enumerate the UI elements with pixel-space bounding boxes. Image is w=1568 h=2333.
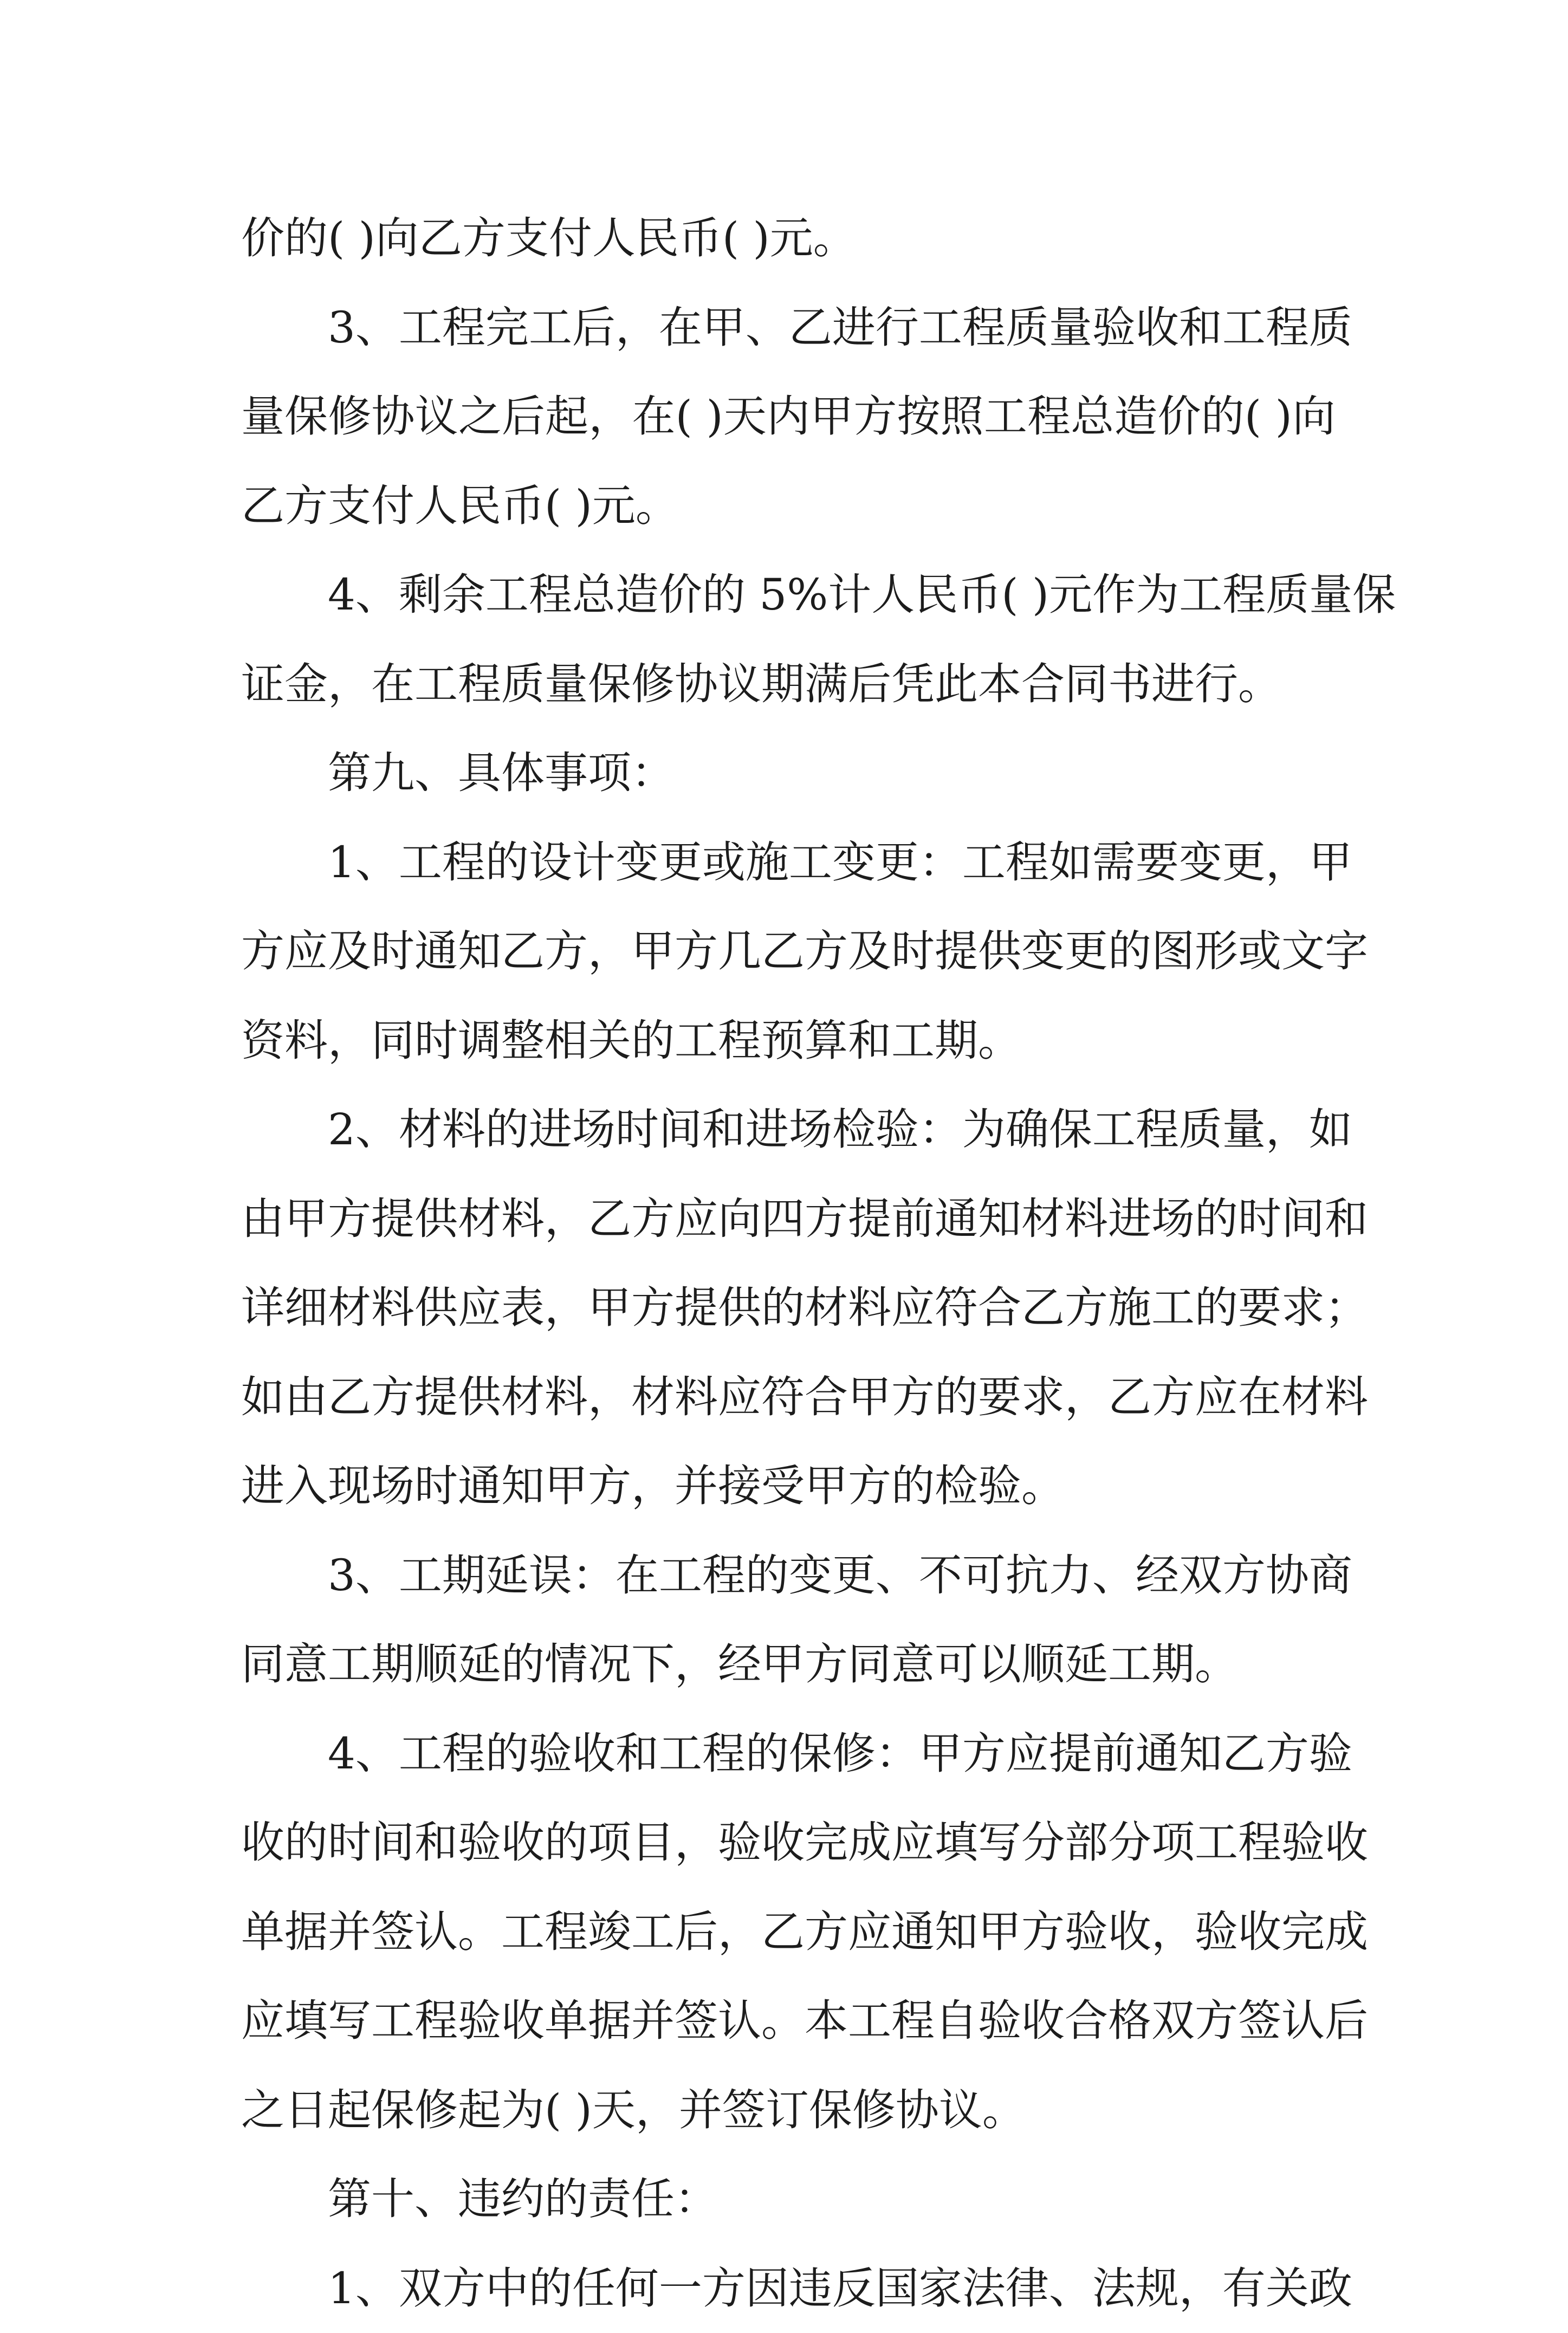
text-line: 证金，在工程质量保修协议期满后凭此本合同书进行。 xyxy=(241,640,1336,729)
text-line: 进入现场时通知甲方，并接受甲方的检验。 xyxy=(241,1442,1336,1531)
text-line: 1、双方中的任何一方因违反国家法律、法规，有关政 xyxy=(241,2244,1336,2333)
text-line: 量保修协议之后起，在( )天内甲方按照工程总造价的( )向 xyxy=(241,372,1336,462)
text-line: 3、工程完工后，在甲、乙进行工程质量验收和工程质 xyxy=(241,283,1336,373)
text-line: 方应及时通知乙方，甲方几乙方及时提供变更的图形或文字 xyxy=(241,907,1336,996)
section-heading: 第九、具体事项： xyxy=(241,729,1336,818)
text-line: 3、工期延误：在工程的变更、不可抗力、经双方协商 xyxy=(241,1531,1336,1621)
text-line: 应填写工程验收单据并签认。本工程自验收合格双方签认后 xyxy=(241,1976,1336,2066)
text-line: 价的( )向乙方支付人民币( )元。 xyxy=(241,194,1336,283)
text-line: 同意工期顺延的情况下，经甲方同意可以顺延工期。 xyxy=(241,1620,1336,1709)
text-line: 1、工程的设计变更或施工变更：工程如需要变更，甲 xyxy=(241,818,1336,908)
text-line: 资料，同时调整相关的工程预算和工期。 xyxy=(241,996,1336,1086)
text-line: 由甲方提供材料，乙方应向四方提前通知材料进场的时间和 xyxy=(241,1175,1336,1264)
text-line: 4、剩余工程总造价的 5%计人民币( )元作为工程质量保 xyxy=(241,550,1336,640)
text-line: 之日起保修起为( )天，并签订保修协议。 xyxy=(241,2066,1336,2155)
section-heading: 第十、违约的责任： xyxy=(241,2155,1336,2244)
text-line: 如由乙方提供材料，材料应符合甲方的要求，乙方应在材料 xyxy=(241,1353,1336,1442)
text-line: 单据并签认。工程竣工后，乙方应通知甲方验收，验收完成 xyxy=(241,1888,1336,1977)
text-line: 乙方支付人民币( )元。 xyxy=(241,462,1336,551)
contract-body-text xyxy=(241,194,1336,2333)
text-line: 4、工程的验收和工程的保修：甲方应提前通知乙方验 xyxy=(241,1709,1336,1799)
text-line: 2、材料的进场时间和进场检验：为确保工程质量，如 xyxy=(241,1085,1336,1175)
text-line: 收的时间和验收的项目，验收完成应填写分部分项工程验收 xyxy=(241,1798,1336,1888)
text-line: 详细材料供应表，甲方提供的材料应符合乙方施工的要求； xyxy=(241,1263,1336,1353)
